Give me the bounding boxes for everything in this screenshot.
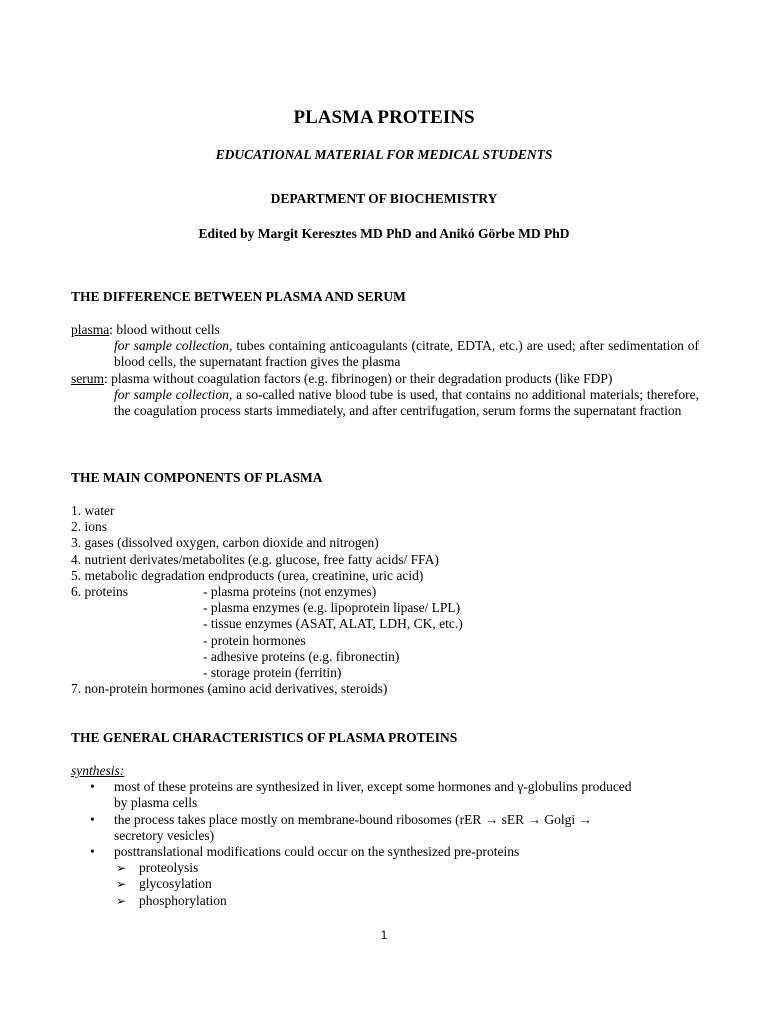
bullet-item: [71, 844, 699, 860]
bullet-icon: •: [90, 779, 95, 795]
arrow-bullet-icon: ➢: [116, 877, 127, 892]
sub-bullet-item: [71, 876, 699, 892]
editors-line: Edited by Margit Keresztes MD PhD and Anikó Görbe MD PhD: [198, 226, 570, 241]
bullet-item: [71, 779, 699, 811]
list-item: 1. water: [71, 503, 115, 518]
list-item: 2. ions: [71, 519, 108, 535]
list-item: 5. metabolic degradation endproducts (urea, creatinine, uric acid): [71, 567, 424, 583]
sub-bullet-text: glycosylation: [139, 876, 212, 892]
plasma-term: plasma: [71, 322, 110, 337]
section-heading-components: THE MAIN COMPONENTS OF PLASMA: [71, 470, 323, 485]
protein-subitem: - plasma enzymes (e.g. lipoprotein lipase/ LPL): [203, 600, 461, 616]
serum-note-italic: for sample collection,: [114, 386, 233, 402]
protein-subitem: - adhesive proteins (e.g. fibronectin): [203, 648, 400, 664]
bullet-text: by plasma cells: [114, 795, 198, 811]
sub-bullet-item: [71, 893, 699, 909]
serum-term: serum: [71, 370, 104, 386]
list-item: 7. non-protein hormones (amino acid derivatives, steroids): [71, 681, 388, 697]
bullet-text: most of these proteins are synthesized in liver, except some hormones and γ-globulins produced: [114, 779, 632, 795]
sub-bullet-item: [71, 860, 699, 876]
protein-subitem: - storage protein (ferritin): [203, 664, 342, 680]
bullet-text: secretory vesicles): [114, 827, 215, 843]
bullet-text: the process takes place mostly on membrane-bound ribosomes (rER → sER → Golgi →: [114, 811, 593, 827]
plasma-note-italic: for sample collection,: [114, 338, 233, 354]
list-item: 3. gases (dissolved oxygen, carbon dioxide and nitrogen): [71, 535, 379, 551]
synthesis-label: [71, 763, 699, 779]
document-subtitle: EDUCATIONAL MATERIAL FOR MEDICAL STUDENTS: [215, 147, 553, 162]
page-number: 1: [380, 928, 388, 942]
bullet-text: posttranslational modifications could occur on the synthesized pre-proteins: [114, 843, 520, 859]
plasma-collection-note: [71, 338, 699, 370]
plasma-serum-definitions: [71, 322, 699, 419]
protein-subitem: - protein hormones: [203, 632, 306, 648]
arrow-bullet-icon: ➢: [116, 893, 127, 908]
sub-bullet-text: proteolysis: [139, 860, 199, 876]
list-item-proteins: [71, 584, 699, 600]
list-item: 4. nutrient derivates/metabolites (e.g. glucose, free fatty acids/ FFA): [71, 551, 439, 567]
components-list: [71, 503, 699, 697]
plasma-definition: [71, 322, 699, 338]
section-heading-plasma-serum: THE DIFFERENCE BETWEEN PLASMA AND SERUM: [71, 289, 406, 304]
bullet-icon: •: [90, 843, 95, 859]
arrow-bullet-icon: ➢: [116, 861, 127, 876]
serum-definition: [71, 371, 699, 387]
plasma-note-text: tubes containing anticoagulants (citrate, EDTA, etc.) are used; after sedimentation of blood cells, the supernatant fraction gives the plasma: [114, 338, 699, 370]
bullet-icon: •: [90, 811, 95, 827]
serum-note-text: a so-called native blood tube is used, that contains no additional materials; therefore, the coagulation process starts immediately, and after centrifugation, serum forms the supernatant fraction: [114, 386, 700, 418]
document-title: PLASMA PROTEINS: [293, 107, 475, 128]
serum-def-text: : plasma without coagulation factors (e.g. fibrinogen) or their degradation products (like FDP): [104, 370, 613, 386]
protein-subitem: - tissue enzymes (ASAT, ALAT, LDH, CK, etc.): [203, 616, 463, 632]
proteins-label: 6. proteins: [71, 583, 128, 599]
protein-subitem: - plasma proteins (not enzymes): [203, 583, 377, 599]
plasma-def-text: : blood without cells: [109, 322, 220, 337]
synthesis-term: synthesis:: [71, 763, 125, 778]
sub-bullet-text: phosphorylation: [139, 892, 227, 908]
characteristics-content: [71, 763, 699, 909]
department-name: DEPARTMENT OF BIOCHEMISTRY: [270, 191, 498, 206]
serum-collection-note: [71, 387, 699, 419]
section-heading-characteristics: THE GENERAL CHARACTERISTICS OF PLASMA PROTEINS: [71, 730, 458, 745]
bullet-item: [71, 812, 699, 844]
